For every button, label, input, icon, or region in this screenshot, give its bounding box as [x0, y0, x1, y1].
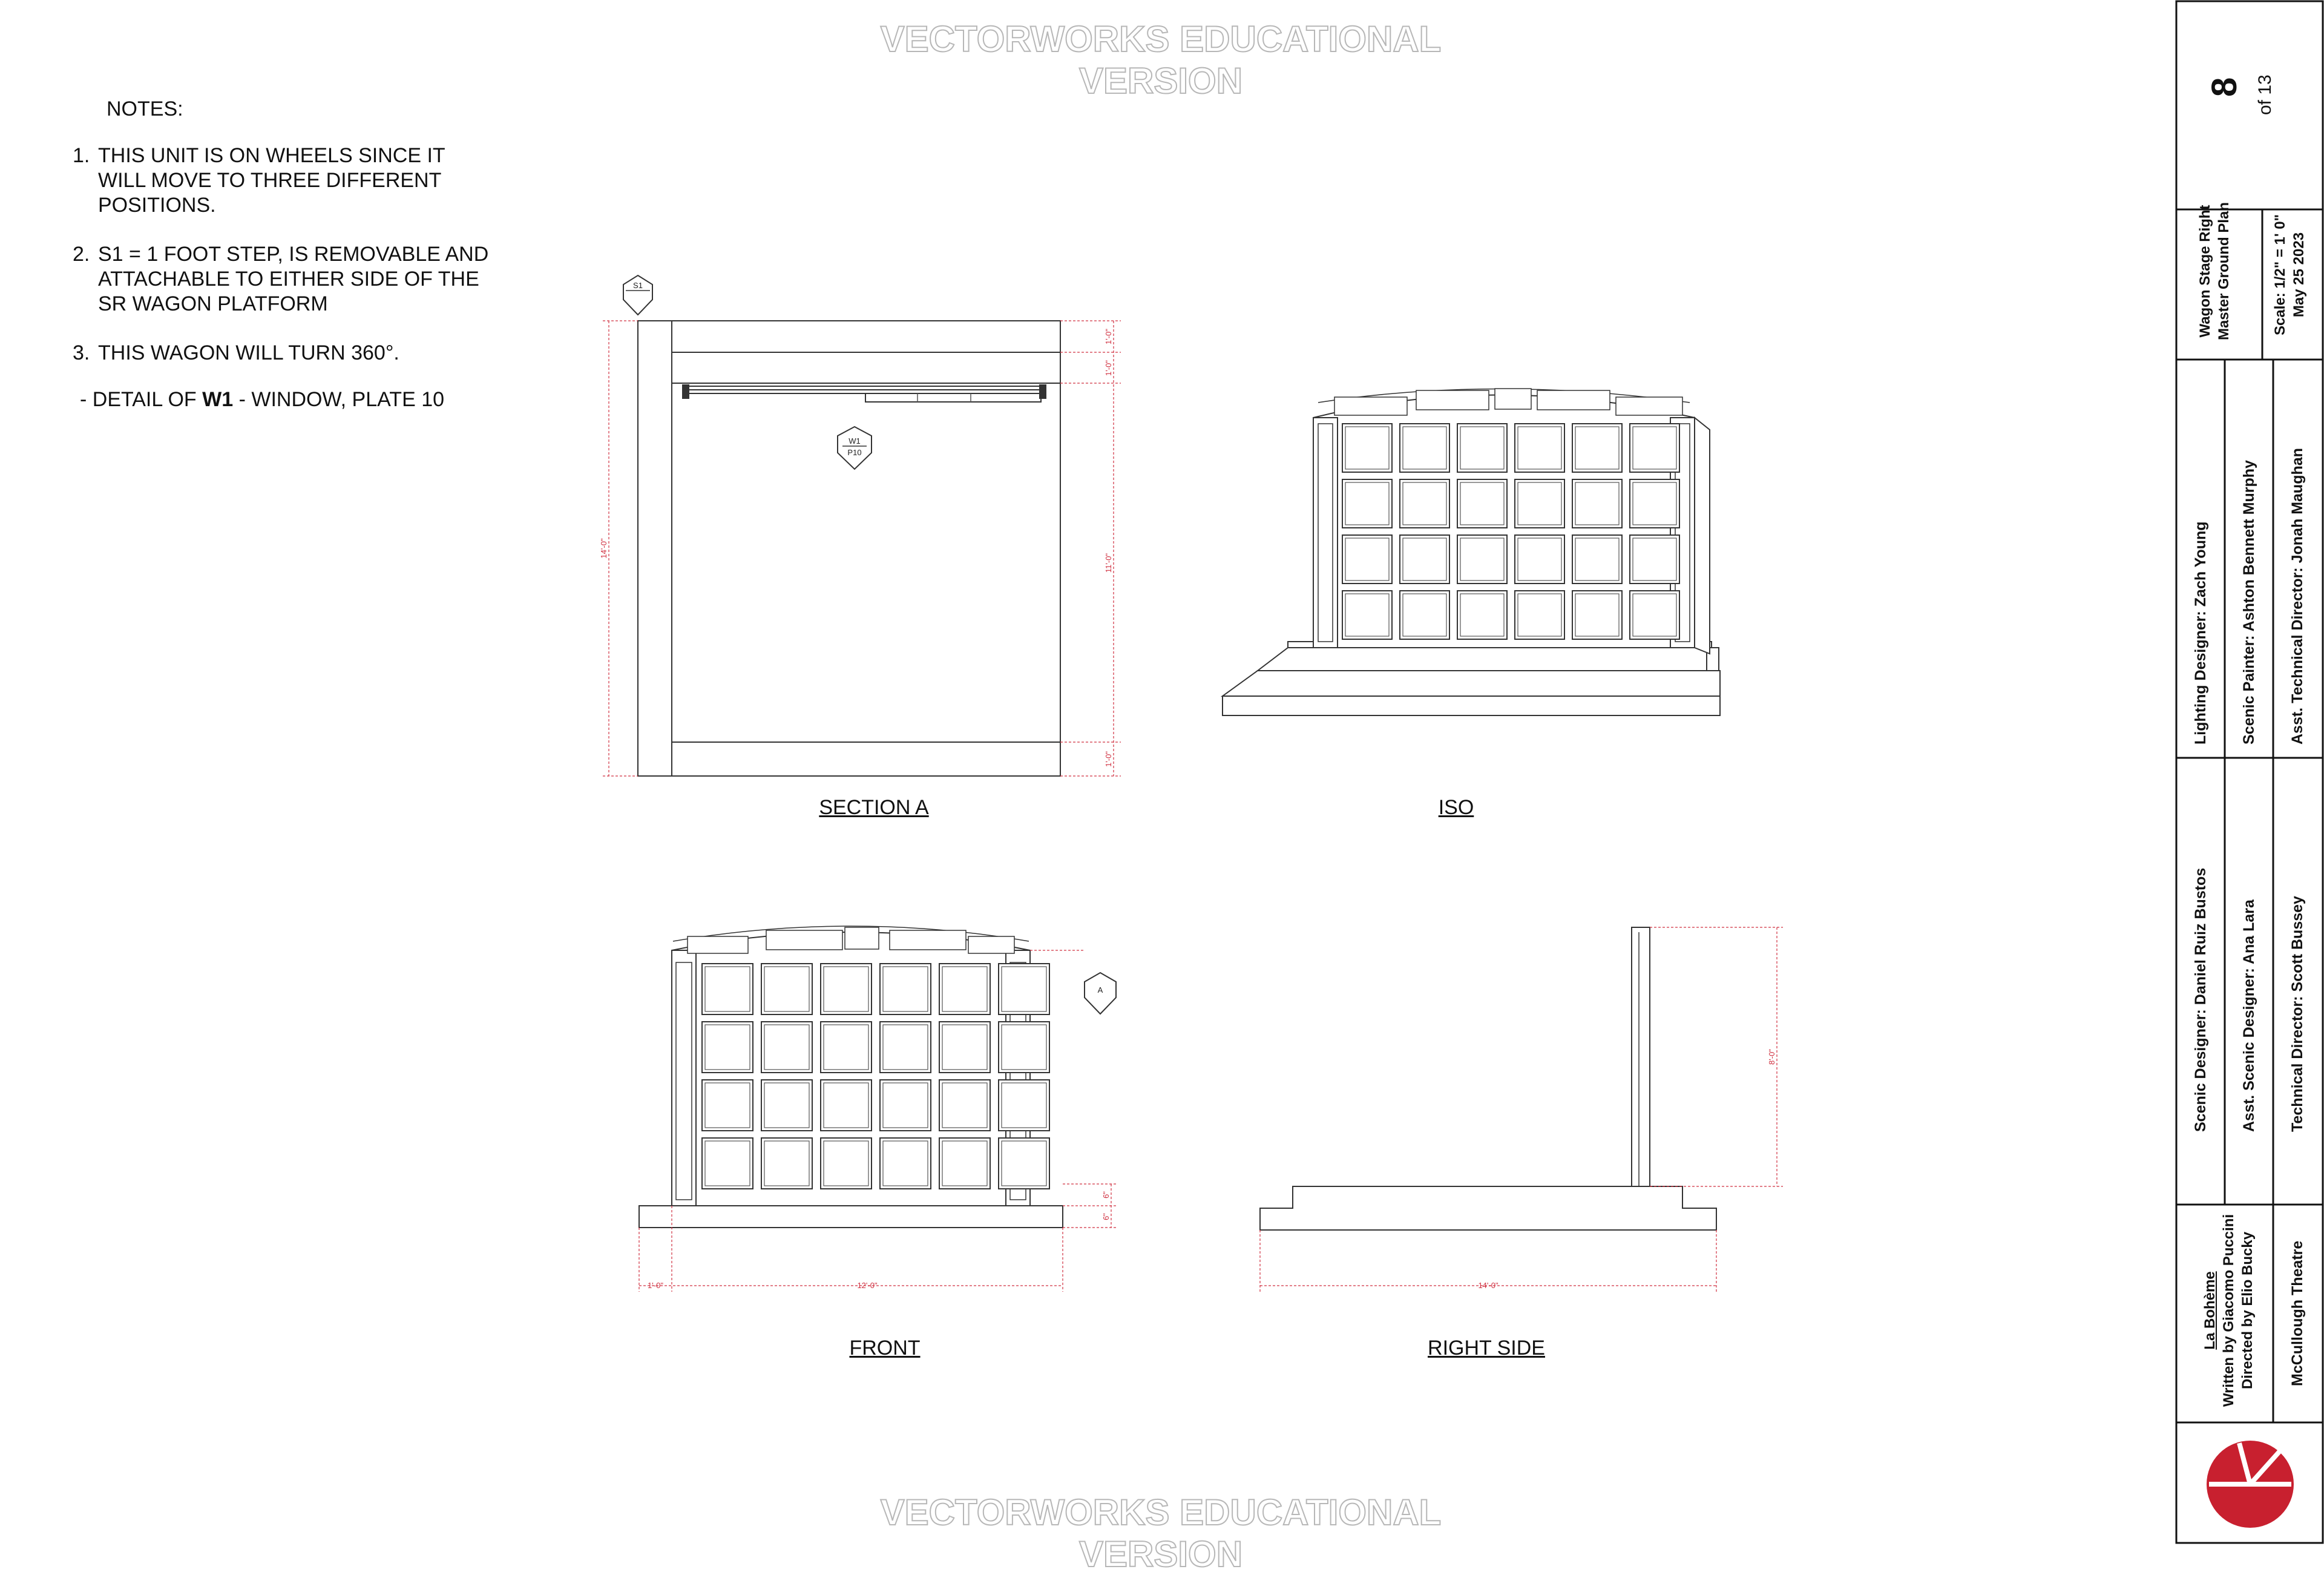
dim-section-top-b: 1'-0" — [1104, 360, 1113, 376]
window-pane — [821, 1138, 872, 1189]
window-pane — [702, 1138, 753, 1189]
window-pane — [1457, 591, 1507, 639]
window-pane — [939, 1138, 990, 1189]
front-platform — [639, 1206, 1063, 1228]
dim-section-middle: 11'-0" — [1104, 553, 1113, 573]
iso-left-post — [1313, 418, 1338, 648]
window-pane — [1630, 535, 1679, 584]
notes-title: NOTES: — [107, 97, 183, 120]
window-pane — [939, 1080, 990, 1131]
sheet-number: 8 — [2205, 77, 2244, 97]
window-pane — [1515, 535, 1564, 584]
window-pane — [1515, 591, 1564, 639]
dim-section-bottom: 1'-0" — [1104, 751, 1113, 767]
section-outline — [638, 321, 1060, 776]
iso-platform-top — [1223, 671, 1720, 696]
window-pane — [999, 964, 1049, 1014]
window-pane — [761, 1138, 812, 1189]
detail-prefix: - DETAIL OF — [80, 388, 197, 411]
window-pane — [1630, 424, 1679, 472]
note-number: 2. — [73, 243, 90, 266]
section-rail-end — [683, 385, 689, 398]
window-pane — [1630, 479, 1679, 528]
sheet-title — [2196, 199, 2233, 344]
right-platform — [1260, 1186, 1716, 1230]
scale-label: Scale: 1/2" = 1' 0" — [2272, 214, 2288, 335]
watermark-bottom: VECTORWORKS EDUCATIONAL VERSION — [880, 1492, 1442, 1574]
window-pane — [1457, 479, 1507, 528]
p10-label: P10 — [847, 448, 862, 457]
window-pane — [880, 964, 931, 1014]
right-dimensions — [1260, 927, 1783, 1292]
note-text: THIS UNIT IS ON WHEELS SINCE IT WILL MOVE TO THREE DIFFERENT POSITIONS. — [98, 144, 445, 217]
window-pane — [821, 1022, 872, 1073]
window-pane — [1515, 479, 1564, 528]
caption-iso: ISO — [1438, 796, 1474, 819]
iso-platform-front — [1223, 696, 1720, 715]
note-number: 3. — [73, 341, 90, 364]
lighting-designer: Lighting Designer: Zach Young — [2192, 521, 2209, 745]
section-window-sill — [865, 393, 1041, 402]
detail-suffix: - WINDOW, PLATE 10 — [238, 388, 445, 411]
section-rail-end — [1040, 385, 1046, 398]
sheet-title-line1: Wagon Stage Right — [2197, 205, 2213, 338]
window-pane — [1457, 424, 1507, 472]
window-pane — [939, 964, 990, 1014]
show-title: La Bohème — [2202, 1271, 2218, 1350]
window-pane — [880, 1022, 931, 1073]
window-pane — [1400, 535, 1449, 584]
right-side-view — [1260, 927, 1716, 1230]
section-a-view — [638, 321, 1060, 776]
note-text: THIS WAGON WILL TURN 360°. — [98, 341, 399, 364]
window-pane — [1457, 535, 1507, 584]
window-pane — [1572, 424, 1622, 472]
window-pane — [880, 1080, 931, 1131]
show-info — [2201, 1211, 2257, 1410]
window-pane — [702, 1022, 753, 1073]
sheet-of: of 13 — [2255, 74, 2275, 115]
w1-tag — [838, 427, 872, 469]
note-number: 1. — [73, 144, 90, 167]
window-pane — [702, 1080, 753, 1131]
iso-wall-side — [1695, 418, 1710, 654]
dim-section-overall: 14'-0" — [599, 538, 608, 559]
window-pane — [821, 1080, 872, 1131]
window-pane — [761, 1022, 812, 1073]
window-pane — [1342, 591, 1392, 639]
asst-scenic-designer: Asst. Scenic Designer: Ana Lara — [2240, 899, 2257, 1132]
dim-front-platform-b: 6" — [1101, 1213, 1111, 1220]
window-pane — [702, 964, 753, 1014]
dim-right-width: 14'-0" — [1478, 1281, 1498, 1290]
window-pane — [999, 1138, 1049, 1189]
window-pane — [1572, 535, 1622, 584]
detail-ref: W1 — [202, 388, 234, 411]
window-pane — [1342, 424, 1392, 472]
sheet-title-line2: Master Ground Plan — [2216, 202, 2232, 341]
front-left-post — [672, 950, 696, 1206]
scenic-painter: Scenic Painter: Ashton Bennett Murphy — [2240, 460, 2257, 745]
window-pane — [1515, 424, 1564, 472]
right-wall — [1632, 927, 1650, 1186]
window-pane — [1630, 591, 1679, 639]
venue: McCullough Theatre — [2289, 1240, 2306, 1386]
note-text: S1 = 1 FOOT STEP, IS REMOVABLE AND ATTACHABLE TO EITHER SIDE OF THE SR WAGON PLATFORM — [98, 243, 489, 315]
window-pane — [761, 1080, 812, 1131]
window-pane — [1342, 479, 1392, 528]
window-pane — [999, 1080, 1049, 1131]
w1-label: W1 — [849, 436, 861, 446]
directed-by: Directed by Elio Bucky — [2239, 1231, 2256, 1390]
theatre-logo — [2207, 1441, 2294, 1528]
date-label: May 25 2023 — [2291, 232, 2307, 318]
window-pane — [761, 964, 812, 1014]
scenic-designer: Scenic Designer: Daniel Ruiz Bustos — [2192, 867, 2209, 1132]
window-pane — [999, 1022, 1049, 1073]
dim-front-post: 1'-0" — [648, 1281, 663, 1290]
dim-front-width: 12'-0" — [857, 1281, 878, 1290]
window-pane — [1572, 591, 1622, 639]
caption-front: FRONT — [849, 1337, 921, 1360]
window-pane — [821, 964, 872, 1014]
scale-date — [2271, 207, 2308, 343]
dim-section-top-a: 1'-0" — [1104, 329, 1113, 344]
technical-director: Technical Director: Scott Bussey — [2289, 896, 2306, 1132]
window-pane — [939, 1022, 990, 1073]
caption-right-side: RIGHT SIDE — [1428, 1337, 1545, 1360]
s1-tag — [623, 275, 652, 315]
written-by: Written by Giacomo Puccini — [2221, 1214, 2237, 1407]
asst-technical-director: Asst. Technical Director: Jonah Maughan — [2289, 448, 2306, 745]
window-pane — [880, 1138, 931, 1189]
s1-label: S1 — [633, 281, 643, 290]
window-pane — [1342, 535, 1392, 584]
dim-right-height: 8'-0" — [1767, 1049, 1776, 1065]
dim-front-platform-a: 6" — [1101, 1191, 1111, 1199]
window-pane — [1400, 591, 1449, 639]
window-pane — [1400, 424, 1449, 472]
window-pane — [1400, 479, 1449, 528]
iso-step-top — [1258, 648, 1707, 671]
a-label: A — [1097, 985, 1103, 995]
window-pane — [1572, 479, 1622, 528]
watermark-top: VECTORWORKS EDUCATIONAL VERSION — [880, 19, 1442, 101]
caption-section-a: SECTION A — [819, 796, 929, 819]
